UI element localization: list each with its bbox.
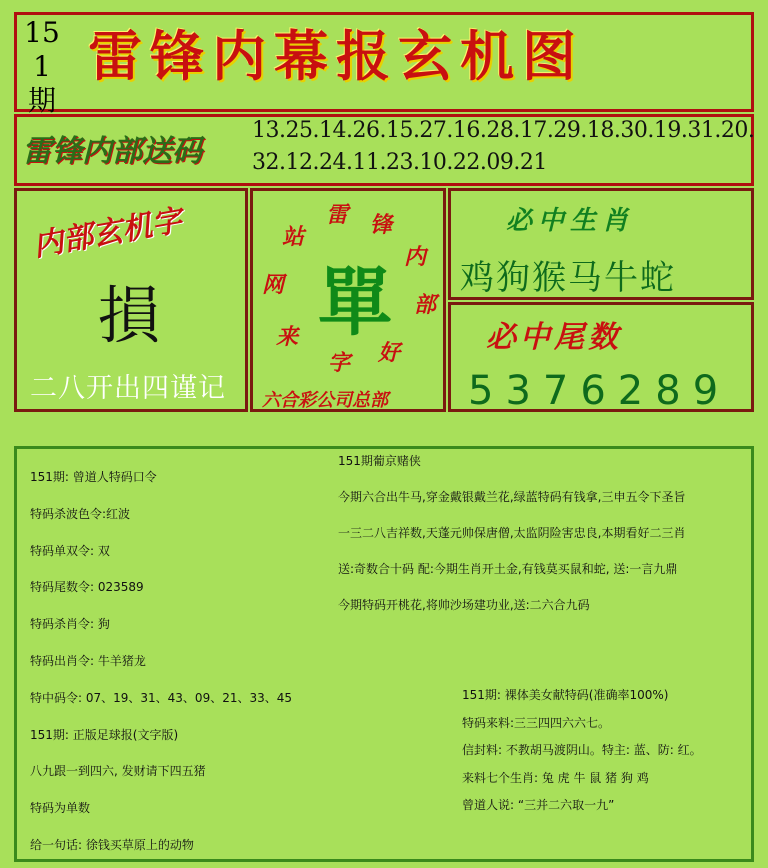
zodiac-heading: 必中生肖 [506,206,635,236]
text-line: 特码杀肖令: 狗 [30,617,110,632]
text-line: 特码来料:三三四四六六七。 [462,715,611,730]
ring-char: 雷 [326,202,349,228]
text-line: 151期: 正版足球报(文字版) [30,727,179,742]
ring-char: 锋 [370,212,393,238]
text-line: 特码出肖令: 牛羊猪龙 [30,654,146,668]
left-panel-footer: 二八开出四谨记 [30,373,226,404]
text-line: 151期: 裸体美女献特码(准确率100%) [462,688,669,702]
codes-line-2: 32.12.24.11.23.10.22.09.21 [252,150,547,175]
text-line: 一三二八吉祥数,天蓬元帅保唐僧,太监阴险害忠良,本期看好二三肖 [338,526,686,540]
text-line: 来料七个生肖: 兔 虎 牛 鼠 猪 狗 鸡 [462,770,649,785]
left-panel-char: 損 [98,279,161,352]
text-line: 151期: 曾道人特码口令 [30,470,157,484]
text-line: 今期六合出牛马,穿金戴银戴兰花,绿蓝特码有钱拿,三申五令下圣旨 [338,490,686,504]
center-panel-footer: 六合彩公司总部 [262,390,388,411]
text-line: 八九跟一到四六, 发财请下四五猪 [30,764,206,779]
text-line: 特码单双令: 双 [30,543,110,558]
tail-numbers: 5376289 [468,368,731,414]
ring-char: 内 [404,244,427,270]
code-label: 雷锋内部送码 [22,134,202,169]
zodiac-list: 鸡狗猴马牛蛇 [460,258,676,298]
left-panel-heading: 内部玄机字 [30,203,185,264]
issue-number: 151期 [24,16,60,117]
text-line: 给一句话: 徐钱买草原上的动物 [30,838,194,852]
ring-char: 好 [378,340,401,366]
center-panel-char: 單 [318,260,392,346]
codes-line-1: 13.25.14.26.15.27.16.28.17.29.18.30.19.31.20. [252,118,755,143]
text-line: 特码为单数 [30,801,91,816]
text-line: 今期特码开桃花,将帅沙场建功业,送:二六合九码 [338,598,590,612]
text-line: 151期葡京赌侠 [338,454,421,468]
ring-char: 字 [328,350,351,376]
ring-char: 来 [276,324,299,350]
text-line: 特码杀波色令:红波 [30,506,131,521]
text-line: 特中码令: 07、19、31、43、09、21、33、45 [30,690,293,705]
ring-char: 站 [282,224,305,250]
text-line: 送:奇数合十码 配:今期生肖开土金,有钱莫买鼠和蛇, 送:一言九鼎 [338,562,678,576]
ring-char: 部 [414,292,437,318]
text-line: 曾道人说: “三并二六取一九” [462,798,615,812]
ring-char: 网 [262,272,285,298]
text-line: 信封料: 不教胡马渡阴山。特主: 蓝、防: 红。 [462,743,702,757]
tail-heading: 必中尾数 [486,320,622,355]
text-line: 特码尾数令: 023589 [30,580,144,595]
page-title: 雷锋内幕报玄机图 [88,24,584,88]
